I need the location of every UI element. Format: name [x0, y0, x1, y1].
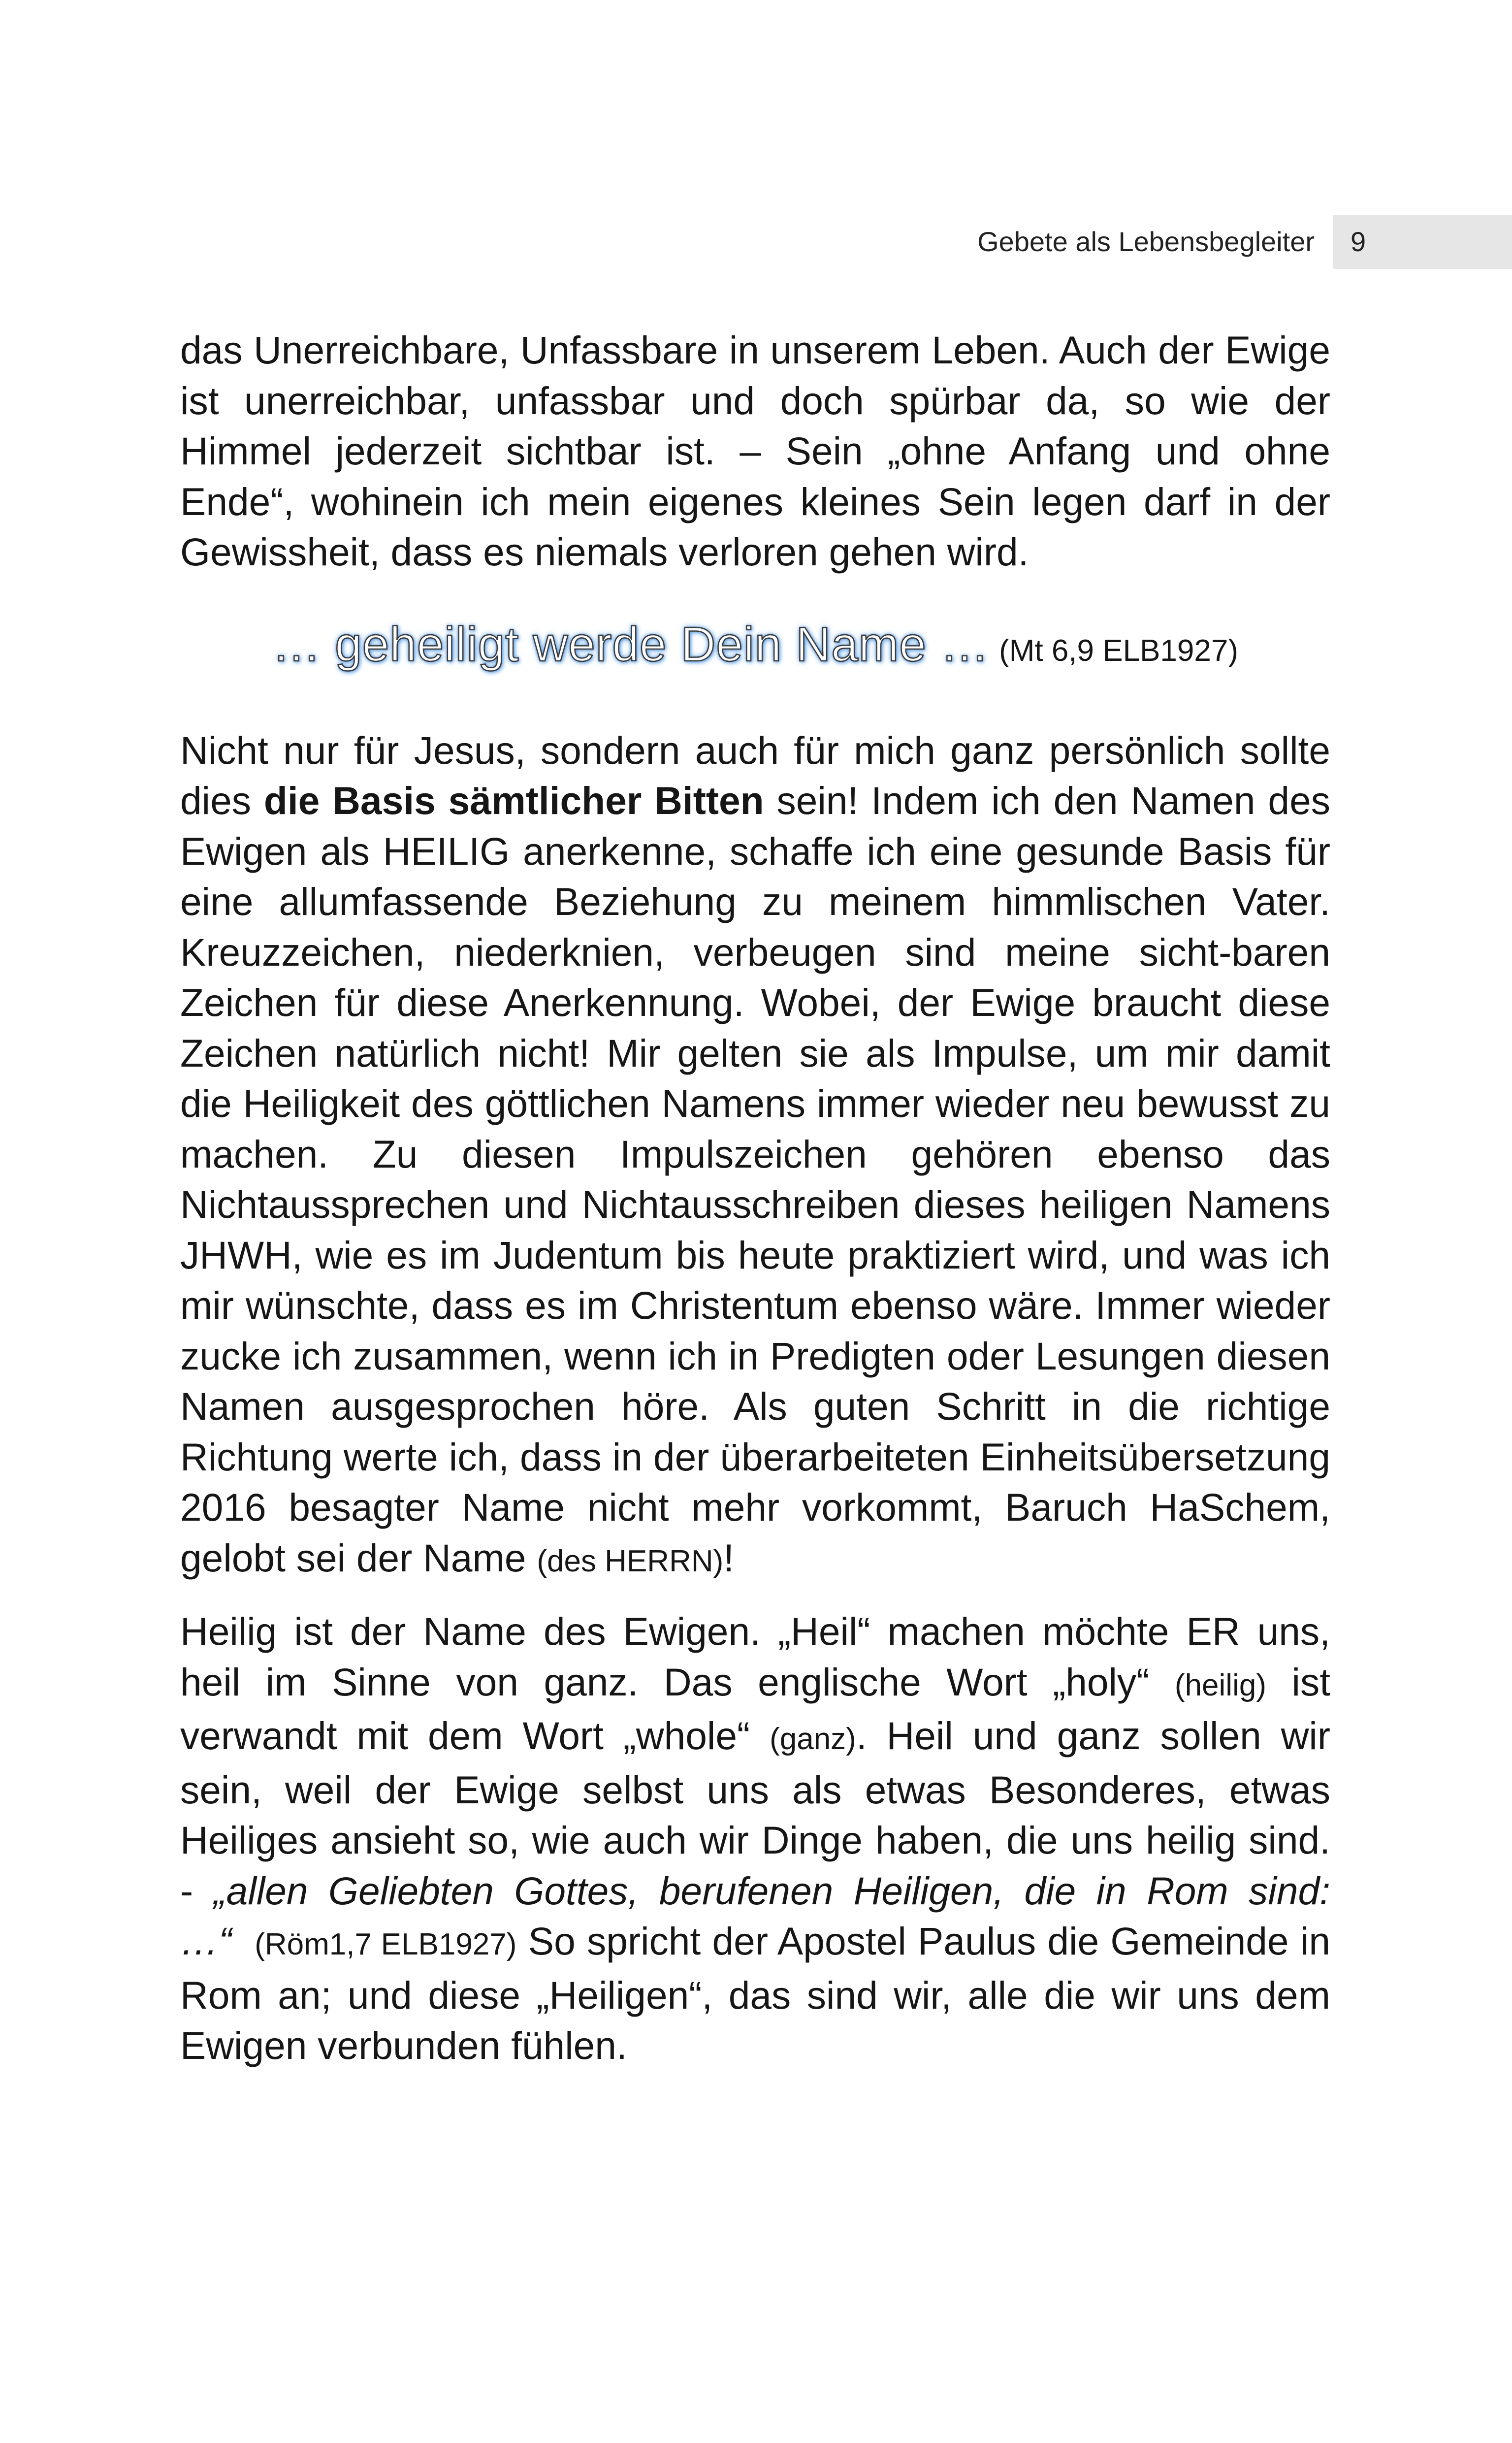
paragraph-basis [180, 725, 1330, 1587]
inline-note: (heilig) [1174, 1668, 1266, 1702]
petition-reference: (Mt 6,9 ELB1927) [999, 633, 1238, 668]
paragraph-heilig [180, 1606, 1330, 2071]
page-number: 9 [1351, 226, 1366, 257]
bible-reference: (Röm1,7 ELB1927) [255, 1927, 517, 1961]
petition-heading [180, 617, 1330, 686]
inline-note: (ganz) [770, 1722, 856, 1756]
header-title: Gebete als Lebensbegleiter [977, 226, 1315, 257]
text-column [180, 325, 1330, 2071]
intro-paragraph: das Unerreichbare, Unfassbare in unserem Leben. Auch der Ewige ist unerreichbar, unfassbar und doch spürbar da, so wie der Himmel jederzeit sichtbar ist. – Sein „ohne Anfang und ohne Ende“, wohinein ich mein eigenes kleines Sein legen darf in der Gewissheit, dass es niemals verloren gehen wird. [180, 328, 1330, 574]
paragraph-text: sein! Indem ich den Namen des Ewigen als HEILIG anerkenne, schaffe ich eine gesunde Basis für eine allumfassende Beziehung zu meinem himmlischen Vater. Kreuzzeichen, niederknien, verbeugen sind meine sicht-baren Zeichen für diese Anerkennung. Wobei, der Ewige braucht diese Zeichen natürlich nicht! Mir gelten sie als Impulse, um mir damit die Heiligkeit des göttlichen Namens immer wieder neu bewusst zu machen. Zu diesen Impulszeichen gehören ebenso das Nichtaussprechen und Nichtausschreiben dieses heiligen Namens JHWH, wie es im Judentum bis heute praktiziert wird, und was ich mir wünschte, dass es im Christentum ebenso wäre. Immer wieder zucke ich zusammen, wenn ich in Predigten oder Lesungen diesen Namen ausgesprochen höre. Als guten Schritt in die richtige Richtung werte ich, dass in der überarbeiteten Einheitsübersetzung 2016 besagter Name nicht mehr vorkommt, Baruch HaSchem, gelobt sei der Name [180, 779, 1330, 1580]
inline-note: (des HERRN) [537, 1544, 724, 1578]
running-header [0, 215, 1512, 269]
paragraph-text: Nicht nur für Jesus, sondern auch für mich ganz persönlich sollte dies [180, 728, 1330, 822]
paragraph-text: . Heil und ganz sollen wir sein, weil der Ewige selbst uns als etwas Besonderes, etwas Heiliges ansieht so, wie auch wir Dinge haben, die uns heilig sind. - [180, 1714, 1330, 1913]
bold-emphasis: die Basis sämtlicher Bitten [263, 779, 764, 822]
petition-text: … geheiligt werde Dein Name … [272, 617, 990, 671]
paragraph-text: ist verwandt mit dem Wort „whole“ [180, 1660, 1331, 1758]
paragraph-text: ! [723, 1536, 735, 1580]
paragraph-text: Heilig ist der Name des Ewigen. „Heil“ machen möchte ER uns, heil im Sinne von ganz. Das englische Wort „holy“ [180, 1610, 1330, 1704]
bible-quote: „allen Geliebten Gottes, berufenen Heiligen, die in Rom sind: …“ [180, 1869, 1330, 1963]
paragraph-text: So spricht der Apostel Paulus die Gemeinde in Rom an; und diese „Heiligen“, das sind wir, alle die wir uns dem Ewigen verbunden fühlen. [180, 1920, 1330, 2067]
page-number-tab [1333, 215, 1512, 269]
